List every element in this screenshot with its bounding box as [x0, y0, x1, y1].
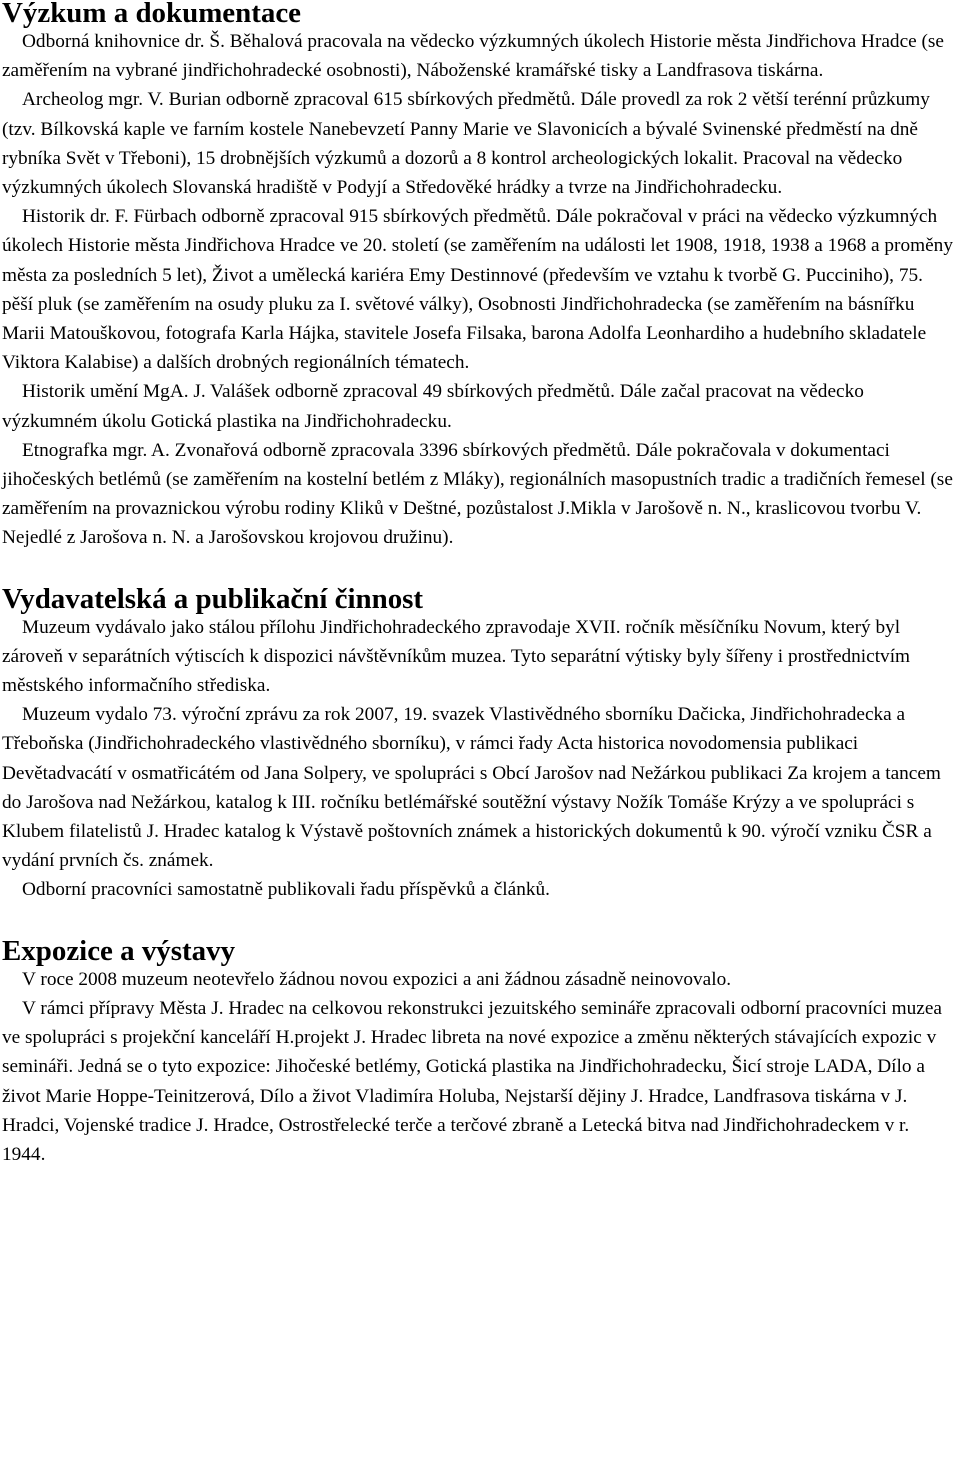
paragraph: Historik dr. F. Fürbach odborně zpracoval 915 sbírkových předmětů. Dále pokračoval v práci na vědecko výzkumných úkolech Historie města Jindřichova Hradce ve 20. století (se zaměřením na události let 1908, 1918, 1938 a 1968 a proměny města za posledních 5 let), Život a umělecká kariéra Emy Destinnové (především ve vztahu k tvorbě G. Pucciniho), 75. pěší pluk (se zaměřením na osudy pluku za I. světové války), Osobnosti Jindřichohradecka (se zaměřením na básnířku Marii Matouškovou, fotografa Karla Hájka, stavitele Josefa Filsaka, barona Adolfa Leonhardiho a hudebního skladatele Viktora Kalabise) a dalších drobných regionálních tématech.	[2, 206, 953, 374]
paragraph: V rámci přípravy Města J. Hradec na celkovou rekonstrukci jezuitského semináře zpracovali odborní pracovníci muzea ve spolupráci s projekční kanceláří H.projekt J. Hradec libreta na nové expozice a změnu některých stávajících expozic v semináři. Jedná se o tyto expozice: Jihočeské betlémy, Gotická plastika na Jindřichohradecku, Šicí stroje LADA, Dílo a život Marie Hoppe-Teinitzerová, Dílo a život Vladimíra Holuba, Nejstarší dějiny J. Hradce, Landfrasova tiskárna v J. Hradci, Vojenské tradice J. Hradce, Ostrostřelecké terče a terčové zbraně a Letecká bitva nad Jindřichohradeckem v r. 1944.	[2, 997, 942, 1165]
paragraph: V roce 2008 muzeum neotevřelo žádnou novou expozici a ani žádnou zásadně neinovovalo.	[22, 968, 732, 990]
paragraph: Odborná knihovnice dr. Š. Běhalová pracovala na vědecko výzkumných úkolech Historie města Jindřichova Hradce (se zaměřením na vybrané jindřichohradecké osobnosti), Náboženské kramářské tisky a Landfrasova tiskárna.	[2, 31, 944, 82]
section-heading: Výzkum a dokumentace	[2, 0, 302, 29]
paragraph: Muzeum vydávalo jako stálou přílohu Jindřichohradeckého zpravodaje XVII. ročník měsíčníku Novum, který byl zároveň v separátních výtiscích k dispozici návštěvníkům muzea. Tyto separátní výtisky byly šířeny i prostřednictvím městského informačního střediska.	[2, 616, 911, 697]
paragraph: Historik umění MgA. J. Valášek odborně zpracoval 49 sbírkových předmětů. Dále začal pracovat na vědecko výzkumném úkolu Gotická plastika na Jindřichohradecku.	[2, 381, 864, 432]
paragraph: Odborní pracovníci samostatně publikovali řadu příspěvků a článků.	[22, 879, 550, 901]
section-heading: Vydavatelská a publikační činnost	[2, 582, 424, 615]
paragraph: Muzeum vydalo 73. výroční zprávu za rok 2007, 19. svazek Vlastivědného sborníku Dačicka, Jindřichohradecka a Třeboňska (Jindřichohradeckého vlastivědného sborníku), v rámci řady Acta historica novodomensia publikaci Devětadvacátí v osmatřicátém od Jana Solpery, ve spolupráci s Obcí Jarošov nad Nežárkou publikaci Za krojem a tancem do Jarošova nad Nežárkou, katalog k III. ročníku betlémářské soutěžní výstavy Nožík Tomáše Krýzy a ve spolupráci s Klubem filatelistů J. Hradec katalog k Výstavě poštovních známek a historických dokumentů k 90. výročí vzniku ČSR a vydání prvních čs. známek.	[2, 704, 941, 872]
section-research	[2, 0, 956, 553]
section-heading: Expozice a výstavy	[2, 934, 236, 967]
section-exhibitions	[2, 934, 956, 1169]
paragraph: Archeolog mgr. V. Burian odborně zpracoval 615 sbírkových předmětů. Dále provedl za rok 2 větší terénní průzkumy (tzv. Bílkovská kaple ve farním kostele Nanebevzetí Panny Marie ve Slavonicích a bývalé Svinenské předměstí na dně rybníka Svět v Třeboni), 15 drobnějších výzkumů a dozorů a 8 kontrol archeologických lokalit. Pracoval na vědecko výzkumných úkolech Slovanská hradiště v Podyjí a Středověké hrádky a tvrze na Jindřichohradecku.	[2, 89, 930, 199]
section-publishing	[2, 582, 956, 905]
paragraph: Etnografka mgr. A. Zvonařová odborně zpracovala 3396 sbírkových předmětů. Dále pokračovala v dokumentaci jihočeských betlémů (se zaměřením na kostelní betlém z Mláky), regionálních masopustních tradic a tradičních řemesel (se zaměřením na provaznickou výrobu rodiny Kliků v Deštné, pozůstalost J.Mikla v Jarošově n. N., kraslicovou tvorbu V. Nejedlé z Jarošova n. N. a Jarošovskou krojovou družinu).	[2, 439, 953, 549]
